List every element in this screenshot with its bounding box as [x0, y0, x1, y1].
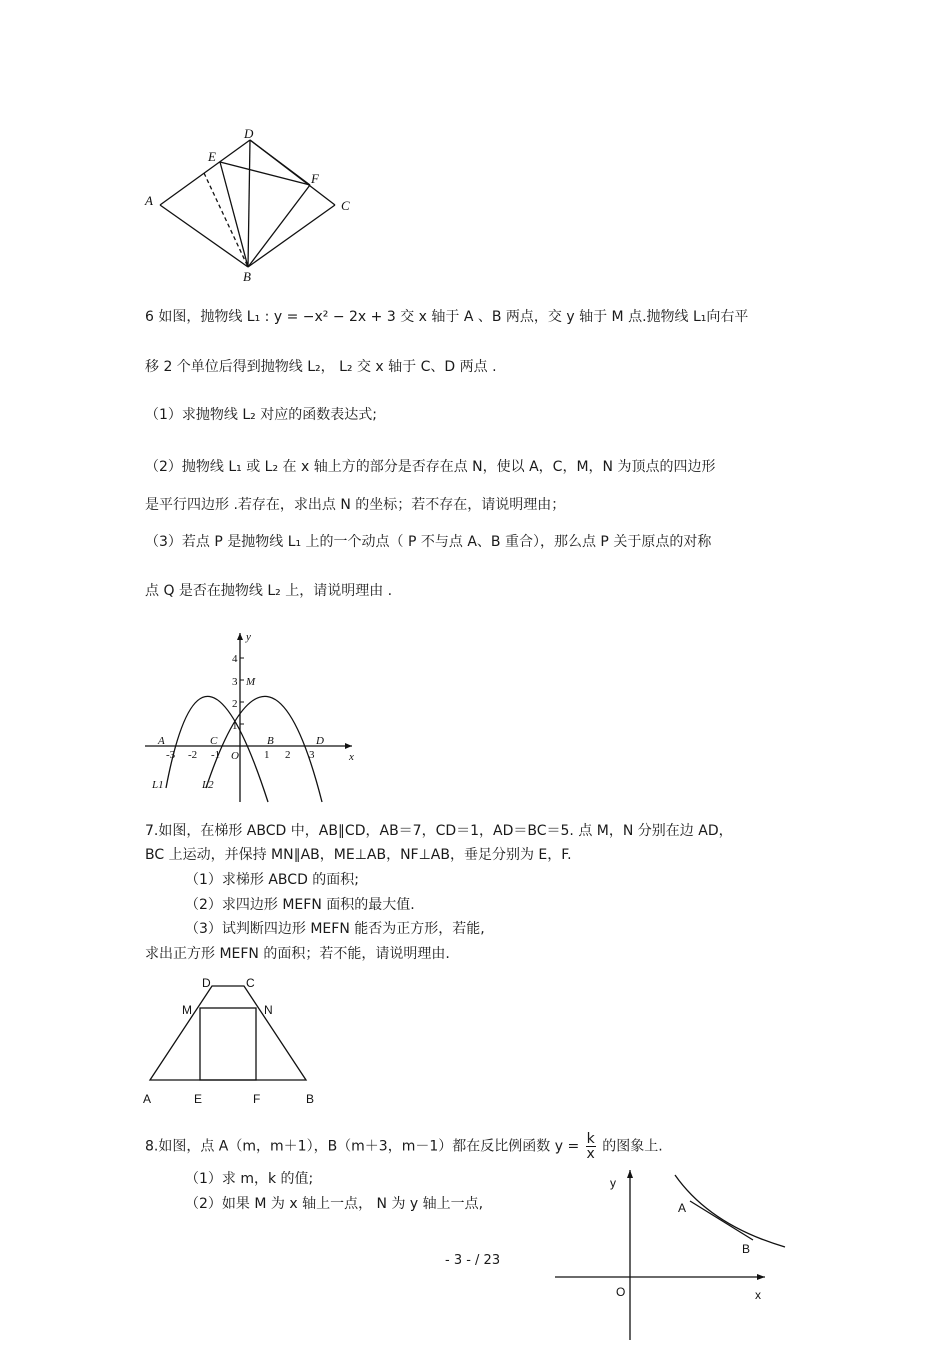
q8-sub1: （1）求 m，k 的值; [185, 1171, 314, 1187]
hyp-point-a: A [678, 1201, 687, 1215]
q6-line1: 6 如图，抛物线 L₁ : y = −x² − 2x + 3 交 x 轴于 A 、B 两点，交 y 轴于 M 点.抛物线 L₁向右平 [145, 309, 749, 325]
q6-sub3b: 点 Q 是否在抛物线 L₂ 上，请说明理由 . [145, 583, 393, 599]
label-d: D [244, 126, 254, 141]
q7-sub1: （1）求梯形 ABCD 的面积; [185, 872, 360, 888]
trap-m: M [182, 1003, 192, 1017]
trap-a: A [143, 1092, 152, 1106]
curve-l2-label: L2 [202, 779, 214, 791]
label-c: C [341, 198, 350, 213]
ytick-1: 1 [232, 720, 238, 732]
q8-line1-post: 的图象上. [602, 1138, 663, 1155]
hyp-origin: O [616, 1285, 626, 1299]
xtick-neg2: -2 [188, 749, 198, 761]
trap-n: N [264, 1003, 273, 1017]
figure-parabolas [140, 628, 370, 806]
trap-e: E [194, 1092, 203, 1106]
q7-sub3b: 求出正方形 MEFN 的面积；若不能，请说明理由. [145, 946, 450, 962]
ytick-3: 3 [232, 676, 238, 688]
page-number: - 3 - / 23 [445, 1253, 501, 1268]
q6-sub1: （1）求抛物线 L₂ 对应的函数表达式; [145, 407, 377, 423]
x-axis-label: x [349, 751, 354, 763]
ytick-4: 4 [232, 653, 238, 665]
q6-line2: 移 2 个单位后得到抛物线 L₂， L₂ 交 x 轴于 C、D 两点 . [145, 359, 497, 375]
q8-line1 [145, 1132, 663, 1161]
hyp-point-b: B [742, 1242, 751, 1256]
point-b: B [267, 735, 274, 747]
point-d: D [316, 735, 324, 747]
figure-rhombus [140, 125, 360, 285]
hyp-y-label: y [610, 1176, 616, 1190]
point-m: M [246, 676, 256, 688]
point-a: A [158, 735, 165, 747]
hyp-x-label: x [755, 1288, 761, 1302]
q7-sub2: （2）求四边形 MEFN 面积的最大值. [185, 897, 415, 913]
trap-f: F [253, 1092, 261, 1106]
q8-fraction [586, 1132, 596, 1161]
q8-line1-pre: 8.如图，点 A（m，m＋1），B（m＋3，m－1）都在反比例函数 y = [145, 1138, 580, 1155]
xtick-1: 1 [264, 749, 270, 761]
curve-l1-label: L1 [152, 779, 164, 791]
y-axis-label: y [246, 631, 251, 643]
xtick-neg1: -1 [211, 749, 221, 761]
label-a: A [145, 193, 153, 208]
q6-sub2a: （2）抛物线 L₁ 或 L₂ 在 x 轴上方的部分是否存在点 N，使以 A，C，M，N 为顶点的四边形 [145, 459, 716, 475]
xtick-neg3: -3 [166, 749, 176, 761]
label-f: F [311, 171, 319, 186]
q7-line1: 7.如图，在梯形 ABCD 中，AB∥CD，AB＝7，CD＝1，AD＝BC＝5. 点 M，N 分别在边 AD， [145, 823, 733, 839]
figure-trapezoid [138, 972, 328, 1112]
q8-sub2: （2）如果 M 为 x 轴上一点， N 为 y 轴上一点, [185, 1196, 484, 1212]
xtick-3: 3 [309, 749, 315, 761]
ytick-2: 2 [232, 698, 238, 710]
label-e: E [208, 149, 216, 164]
fraction-denominator: x [586, 1146, 595, 1162]
q7-sub3: （3）试判断四边形 MEFN 能否为正方形，若能, [185, 921, 485, 937]
label-b: B [243, 269, 251, 284]
xtick-2: 2 [285, 749, 291, 761]
origin-label: O [231, 750, 239, 762]
fraction-numerator: k [586, 1131, 595, 1147]
q6-sub3a: （3）若点 P 是抛物线 L₁ 上的一个动点（ P 不与点 A、B 重合），那么点 P 关于原点的对称 [145, 534, 712, 550]
trap-b: B [306, 1092, 315, 1106]
figure-hyperbola [550, 1165, 790, 1345]
trap-c: C [246, 976, 255, 990]
point-c: C [210, 735, 218, 747]
trap-d: D [202, 976, 211, 990]
q6-sub2b: 是平行四边形 .若存在，求出点 N 的坐标；若不存在，请说明理由； [145, 497, 566, 513]
q7-line2: BC 上运动，并保持 MN∥AB，ME⊥AB，NF⊥AB，垂足分别为 E，F. [145, 847, 572, 863]
